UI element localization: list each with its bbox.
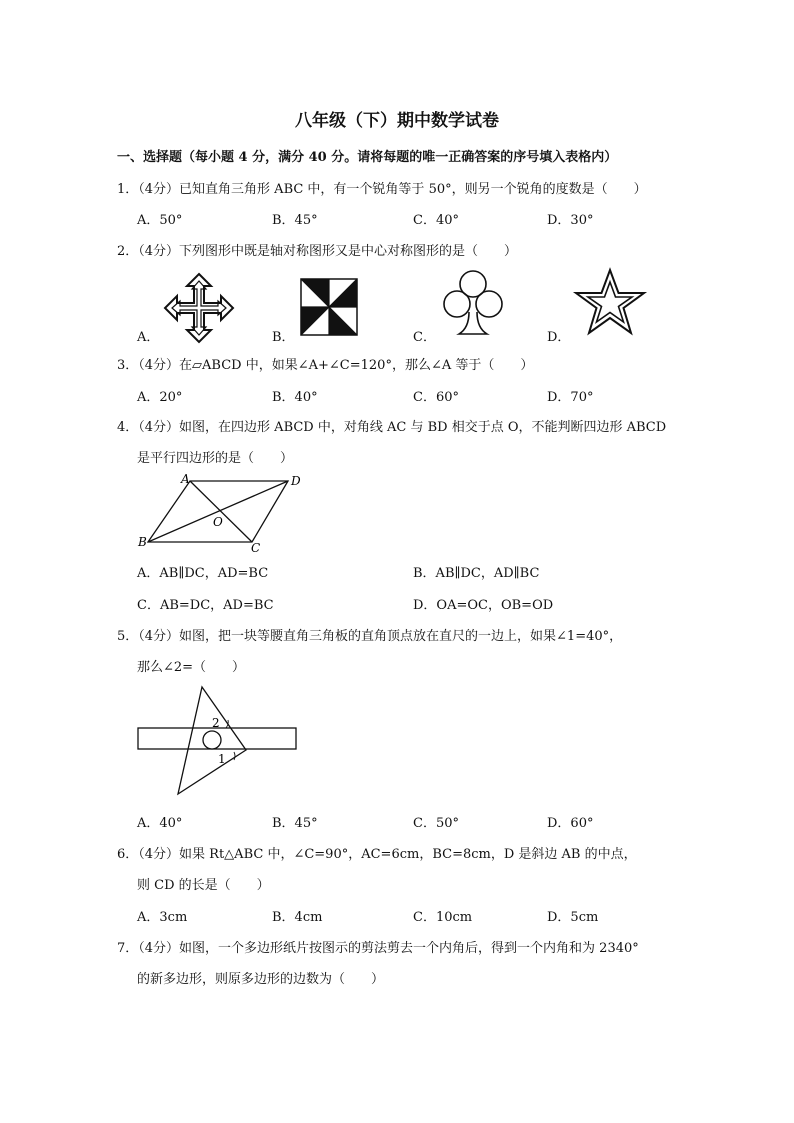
- question-4-stem-line2: 是平行四边形的是（ ）: [137, 451, 294, 466]
- q3-option-d[interactable]: D．70°: [547, 390, 594, 405]
- label-c: C: [251, 541, 261, 555]
- question-6-stem-line1: 6．（4分）如果 Rt△ABC 中，∠C=90°，AC=6cm，BC=8cm，D 是斜边 AB 的中点，: [117, 847, 637, 862]
- question-4-stem-line1: 4．（4分）如图，在四边形 ABCD 中，对角线 AC 与 BD 相交于点 O，不能判断四边形 ABCD: [117, 420, 667, 435]
- page-title: 八年级（下）期中数学试卷: [295, 111, 499, 131]
- star-outline-icon: [574, 268, 646, 336]
- four-way-arrow-icon: [163, 272, 235, 344]
- question-3-stem: 3．（4分）在▱ABCD 中，如果∠A+∠C=120°，那么∠A 等于（ ）: [117, 358, 534, 373]
- q6-option-c[interactable]: C．10cm: [413, 910, 473, 925]
- label-b: B: [138, 535, 147, 549]
- q1-option-d[interactable]: D．30°: [547, 213, 594, 228]
- q1-option-c[interactable]: C．40°: [413, 213, 459, 228]
- q2-option-a[interactable]: A．: [137, 330, 160, 345]
- question-7-stem-line1: 7．（4分）如图，一个多边形纸片按图示的剪法剪去一个内角后，得到一个内角和为 2340°: [117, 941, 639, 956]
- question-5-stem-line1: 5．（4分）如图，把一块等腰直角三角板的直角顶点放在直尺的一边上，如果∠1=40°，: [117, 629, 623, 644]
- section-heading: 一、选择题（每小题 4 分，满分 40 分。请将每题的唯一正确答案的序号填入表格内）: [117, 150, 618, 165]
- q5-option-d[interactable]: D．60°: [547, 816, 594, 831]
- label-d: D: [291, 474, 301, 488]
- q6-option-a[interactable]: A．3cm: [137, 910, 188, 925]
- pinwheel-icon: [300, 278, 358, 336]
- q1-option-a[interactable]: A．50°: [137, 213, 183, 228]
- ruler-triangle-figure: [136, 684, 300, 800]
- q4-option-b[interactable]: B．AB∥DC，AD∥BC: [413, 566, 540, 581]
- angle-1-label: 1: [218, 752, 226, 766]
- question-5-stem-line2: 那么∠2=（ ）: [137, 660, 246, 675]
- q3-option-a[interactable]: A．20°: [137, 390, 183, 405]
- q4-option-a[interactable]: A．AB∥DC，AD=BC: [137, 566, 269, 581]
- q2-option-c[interactable]: C．: [413, 330, 436, 345]
- q2-option-b[interactable]: B．: [272, 330, 295, 345]
- q6-option-d[interactable]: D．5cm: [547, 910, 599, 925]
- angle-2-label: 2: [212, 716, 220, 730]
- q6-option-b[interactable]: B．4cm: [272, 910, 323, 925]
- parallelogram-figure: [134, 470, 314, 556]
- q4-option-c[interactable]: C．AB=DC，AD=BC: [137, 598, 274, 613]
- q2-option-d[interactable]: D．: [547, 330, 571, 345]
- q3-option-b[interactable]: B．40°: [272, 390, 318, 405]
- question-1-stem: 1．（4分）已知直角三角形 ABC 中，有一个锐角等于 50°，则另一个锐角的度数是（ ）: [117, 182, 647, 197]
- q3-option-c[interactable]: C．60°: [413, 390, 459, 405]
- q4-option-d[interactable]: D．OA=OC，OB=OD: [413, 598, 554, 613]
- label-o: O: [213, 515, 223, 529]
- question-7-stem-line2: 的新多边形，则原多边形的边数为（ ）: [137, 972, 385, 987]
- club-icon: [441, 268, 505, 340]
- q5-option-c[interactable]: C．50°: [413, 816, 459, 831]
- label-a: A: [181, 472, 190, 486]
- question-6-stem-line2: 则 CD 的长是（ ）: [137, 878, 270, 893]
- q5-option-a[interactable]: A．40°: [137, 816, 183, 831]
- q5-option-b[interactable]: B．45°: [272, 816, 318, 831]
- q1-option-b[interactable]: B．45°: [272, 213, 318, 228]
- question-2-stem: 2．（4分）下列图形中既是轴对称图形又是中心对称图形的是（ ）: [117, 244, 518, 259]
